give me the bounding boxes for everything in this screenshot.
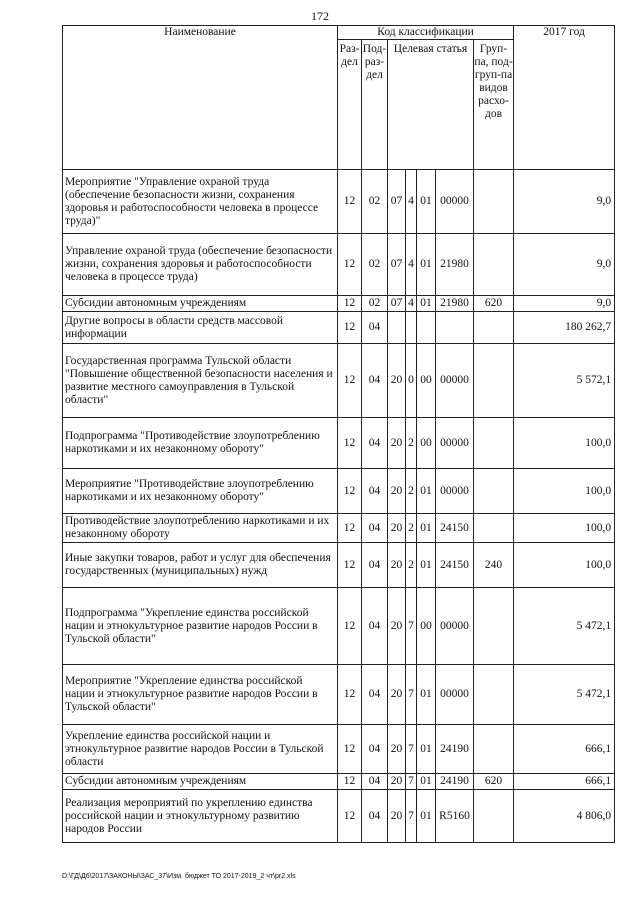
- row-subsection: 04: [362, 469, 388, 514]
- row-name: Мероприятие "Управление охраной труда (обеспечение безопасности жизни, сохранения здоровья и работоспособности человека в процессе труда)": [63, 170, 338, 234]
- row-target-program: [388, 312, 406, 344]
- header-subsection: Под-раз-дел: [362, 40, 388, 170]
- table-row: [63, 418, 615, 469]
- row-target-subprogram: 2: [406, 469, 417, 514]
- row-target-event: 01: [417, 170, 436, 234]
- row-subsection: 04: [362, 725, 388, 774]
- row-target-program: 20: [388, 469, 406, 514]
- row-amount: 100,0: [514, 543, 615, 588]
- row-amount: 100,0: [514, 418, 615, 469]
- row-name: Субсидии автономным учреждениям: [63, 296, 338, 312]
- budget-table: [62, 25, 615, 843]
- row-amount: 9,0: [514, 234, 615, 296]
- row-target-subprogram: [406, 312, 417, 344]
- table-row: [63, 725, 615, 774]
- row-target-event: 01: [417, 774, 436, 790]
- row-target-direction: R5160: [436, 790, 474, 843]
- header-name: Наименование: [63, 26, 338, 170]
- row-name: Противодействие злоупотреблению наркотиками и их незаконному обороту: [63, 514, 338, 543]
- row-target-program: 20: [388, 418, 406, 469]
- row-target-subprogram: 7: [406, 774, 417, 790]
- row-target-direction: 00000: [436, 418, 474, 469]
- row-expense-group: [474, 170, 514, 234]
- row-amount: 5 472,1: [514, 588, 615, 665]
- row-name: Другие вопросы в области средств массовой информации: [63, 312, 338, 344]
- table-row: [63, 234, 615, 296]
- header-section: Раз-дел: [338, 40, 362, 170]
- row-expense-group: [474, 514, 514, 543]
- row-target-direction: 00000: [436, 588, 474, 665]
- header-year: 2017 год: [514, 26, 615, 170]
- row-section: 12: [338, 588, 362, 665]
- row-target-event: 01: [417, 234, 436, 296]
- table-row: [63, 312, 615, 344]
- row-amount: 666,1: [514, 725, 615, 774]
- row-target-program: 20: [388, 344, 406, 418]
- row-target-direction: 24190: [436, 774, 474, 790]
- row-target-subprogram: 2: [406, 543, 417, 588]
- row-section: 12: [338, 418, 362, 469]
- row-section: 12: [338, 725, 362, 774]
- row-subsection: 04: [362, 312, 388, 344]
- row-target-subprogram: 2: [406, 418, 417, 469]
- row-target-direction: 00000: [436, 170, 474, 234]
- row-target-direction: 00000: [436, 344, 474, 418]
- row-name: Управление охраной труда (обеспечение безопасности жизни, сохранения здоровья и работоспособности человека в процессе труда): [63, 234, 338, 296]
- row-target-subprogram: 4: [406, 296, 417, 312]
- row-expense-group: [474, 418, 514, 469]
- row-expense-group: [474, 344, 514, 418]
- row-subsection: 04: [362, 514, 388, 543]
- row-name: Подпрограмма "Противодействие злоупотреблению наркотиками и их незаконному обороту": [63, 418, 338, 469]
- row-target-program: 20: [388, 774, 406, 790]
- row-expense-group: [474, 790, 514, 843]
- row-amount: 5 472,1: [514, 665, 615, 725]
- row-name: Субсидии автономным учреждениям: [63, 774, 338, 790]
- row-amount: 5 572,1: [514, 344, 615, 418]
- row-subsection: 02: [362, 170, 388, 234]
- row-target-event: 01: [417, 665, 436, 725]
- row-subsection: 04: [362, 774, 388, 790]
- row-target-event: 00: [417, 344, 436, 418]
- row-subsection: 04: [362, 588, 388, 665]
- table-row: [63, 344, 615, 418]
- row-subsection: 02: [362, 234, 388, 296]
- table-row: [63, 170, 615, 234]
- row-target-program: 20: [388, 790, 406, 843]
- row-target-program: 20: [388, 588, 406, 665]
- row-section: 12: [338, 234, 362, 296]
- row-name: Иные закупки товаров, работ и услуг для обеспечения государственных (муниципальных) нужд: [63, 543, 338, 588]
- row-subsection: 04: [362, 344, 388, 418]
- row-expense-group: [474, 665, 514, 725]
- header-group: Груп-па, под-груп-па видов расхо-дов: [474, 40, 514, 170]
- row-target-program: 20: [388, 543, 406, 588]
- row-section: 12: [338, 312, 362, 344]
- row-section: 12: [338, 543, 362, 588]
- table-row: [63, 296, 615, 312]
- row-section: 12: [338, 665, 362, 725]
- row-section: 12: [338, 170, 362, 234]
- row-target-subprogram: 7: [406, 665, 417, 725]
- row-target-subprogram: 2: [406, 514, 417, 543]
- table-row: [63, 588, 615, 665]
- row-subsection: 02: [362, 296, 388, 312]
- row-target-program: 07: [388, 296, 406, 312]
- row-subsection: 04: [362, 418, 388, 469]
- row-target-event: 01: [417, 514, 436, 543]
- row-section: 12: [338, 774, 362, 790]
- row-target-event: 01: [417, 790, 436, 843]
- row-amount: 100,0: [514, 514, 615, 543]
- row-section: 12: [338, 296, 362, 312]
- row-target-direction: 21980: [436, 234, 474, 296]
- row-target-direction: 00000: [436, 665, 474, 725]
- row-target-program: 07: [388, 234, 406, 296]
- row-target-event: 01: [417, 725, 436, 774]
- row-target-direction: 00000: [436, 469, 474, 514]
- row-name: Реализация мероприятий по укреплению единства российской нации и этнокультурному развитию народов России: [63, 790, 338, 843]
- row-target-subprogram: 7: [406, 725, 417, 774]
- row-expense-group: [474, 469, 514, 514]
- row-amount: 4 806,0: [514, 790, 615, 843]
- table-row: [63, 514, 615, 543]
- row-subsection: 04: [362, 790, 388, 843]
- row-name: Мероприятие "Противодействие злоупотреблению наркотиками и их незаконному обороту": [63, 469, 338, 514]
- row-target-event: [417, 312, 436, 344]
- row-target-event: 00: [417, 588, 436, 665]
- row-name: Государственная программа Тульской области "Повышение общественной безопасности населения и развитие местного самоуправления в Тульской области": [63, 344, 338, 418]
- table-row: [63, 665, 615, 725]
- header-code: Код классификации: [338, 26, 514, 40]
- row-target-direction: 24150: [436, 514, 474, 543]
- row-target-event: 00: [417, 418, 436, 469]
- row-target-event: 01: [417, 543, 436, 588]
- row-expense-group: 620: [474, 296, 514, 312]
- row-section: 12: [338, 469, 362, 514]
- table-row: [63, 790, 615, 843]
- row-section: 12: [338, 514, 362, 543]
- row-target-subprogram: 7: [406, 790, 417, 843]
- row-target-direction: 24190: [436, 725, 474, 774]
- file-path-footer: D:\ГД\Д6\2017\ЗАКОНЫ\ЗАС_37\Изм. бюджет ТО 2017-2019_2 чт\pr2.xls: [62, 873, 296, 880]
- row-amount: 9,0: [514, 296, 615, 312]
- row-expense-group: [474, 725, 514, 774]
- row-target-subprogram: 7: [406, 588, 417, 665]
- row-name: Подпрограмма "Укрепление единства российской нации и этнокультурное развитие народов России в Тульской области": [63, 588, 338, 665]
- row-target-event: 01: [417, 469, 436, 514]
- row-amount: 100,0: [514, 469, 615, 514]
- row-name: Мероприятие "Укрепление единства российской нации и этнокультурное развитие народов России в Тульской области": [63, 665, 338, 725]
- row-target-subprogram: 0: [406, 344, 417, 418]
- row-amount: 9,0: [514, 170, 615, 234]
- row-target-direction: [436, 312, 474, 344]
- row-target-program: 20: [388, 725, 406, 774]
- row-target-program: 20: [388, 665, 406, 725]
- row-subsection: 04: [362, 543, 388, 588]
- row-expense-group: [474, 588, 514, 665]
- row-subsection: 04: [362, 665, 388, 725]
- row-amount: 180 262,7: [514, 312, 615, 344]
- row-expense-group: 620: [474, 774, 514, 790]
- row-name: Укрепление единства российской нации и этнокультурное развитие народов России в Тульской области: [63, 725, 338, 774]
- row-target-program: 07: [388, 170, 406, 234]
- row-target-direction: 21980: [436, 296, 474, 312]
- page-number: 172: [311, 9, 329, 23]
- row-expense-group: [474, 234, 514, 296]
- row-expense-group: [474, 312, 514, 344]
- row-target-subprogram: 4: [406, 170, 417, 234]
- row-target-event: 01: [417, 296, 436, 312]
- table-row: [63, 543, 615, 588]
- header-target: Целевая статья: [388, 40, 474, 170]
- row-section: 12: [338, 344, 362, 418]
- row-target-direction: 24150: [436, 543, 474, 588]
- row-target-program: 20: [388, 514, 406, 543]
- row-section: 12: [338, 790, 362, 843]
- row-amount: 666,1: [514, 774, 615, 790]
- table-row: [63, 469, 615, 514]
- row-target-subprogram: 4: [406, 234, 417, 296]
- table-row: [63, 774, 615, 790]
- row-expense-group: 240: [474, 543, 514, 588]
